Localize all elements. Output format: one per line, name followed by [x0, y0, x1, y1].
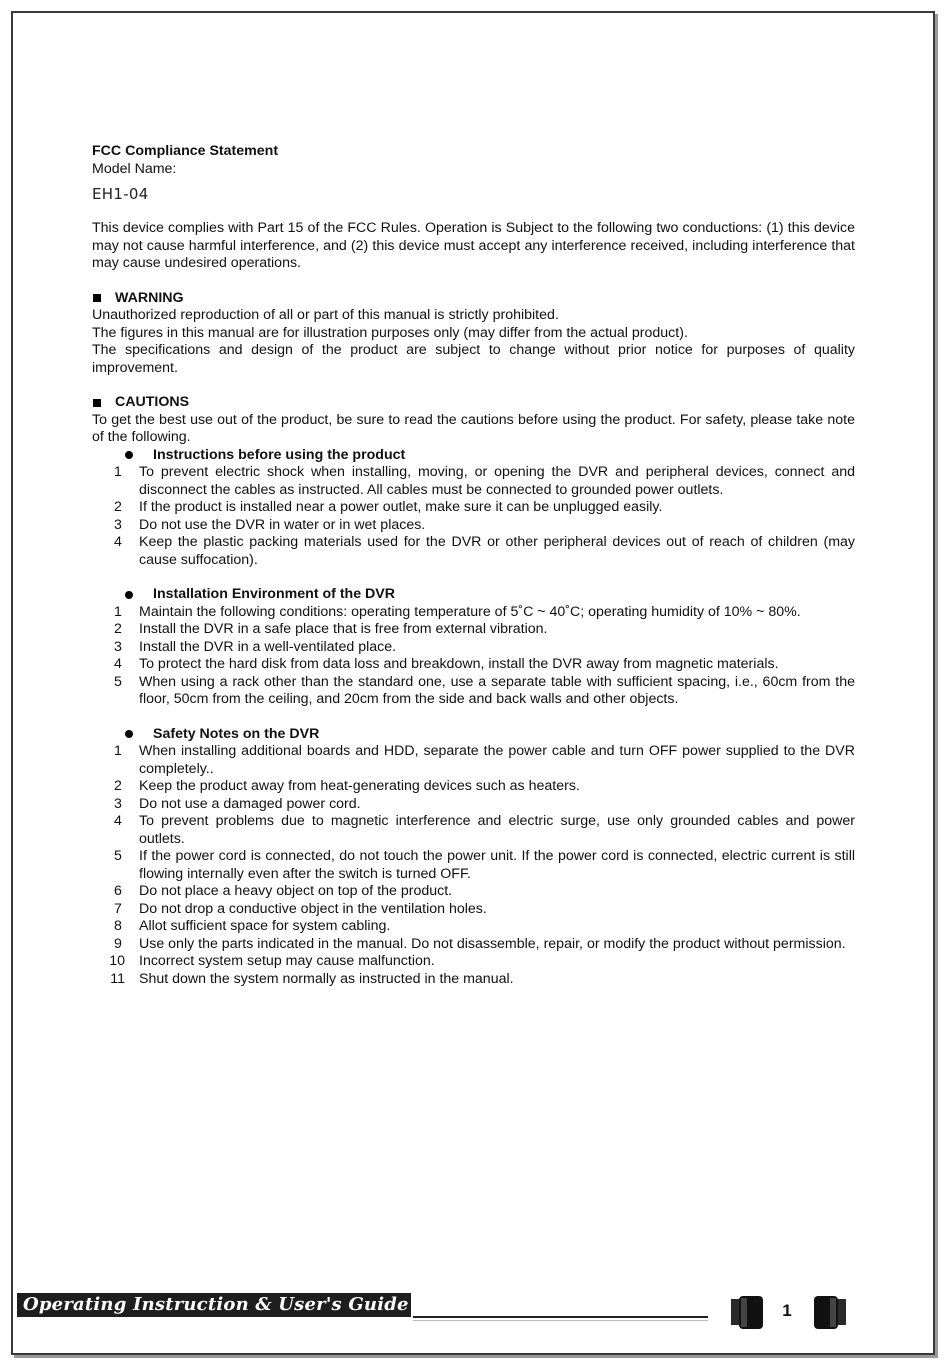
list-item-number: 6: [114, 883, 122, 899]
warning-line: The specifications and design of the product are subject to change without prior notice for purposes of quality improvement.: [92, 342, 855, 376]
cautions-intro: To get the best use out of the product, be sure to read the cautions before using the product. For safety, please take note of the following.: [92, 411, 855, 445]
square-bullet-icon: [93, 399, 101, 407]
group-heading-installation: [125, 586, 855, 604]
cautions-heading-label: CAUTIONS: [115, 394, 190, 410]
list-item-text: Allot sufficient space for system cabling.: [139, 918, 391, 934]
list-item: [92, 796, 855, 814]
list-item: [92, 883, 855, 901]
list-item-number: 3: [114, 638, 122, 655]
group-heading-label: Instructions before using the product: [153, 446, 406, 463]
list-item: [92, 778, 855, 796]
square-bullet-icon: [93, 294, 101, 302]
list-item-text: Install the DVR in a well-ventilated place.: [139, 638, 397, 655]
list-item: [92, 936, 855, 954]
round-bullet-icon: [125, 451, 133, 459]
warning-line: The figures in this manual are for illustration purposes only (may differ from the actual product).: [92, 324, 688, 341]
list-item-number: 8: [114, 918, 122, 934]
list-item-text: Install the DVR in a safe place that is free from external vibration.: [139, 621, 548, 637]
document-body: [92, 143, 855, 988]
cautions-heading: [92, 394, 855, 412]
list-item: [92, 639, 855, 657]
list-item-text: If the product is installed near a power outlet, make sure it can be unplugged easily.: [139, 499, 663, 515]
list-item-text: When using a rack other than the standard one, use a separate table with sufficient spacing, i.e., 60cm from the floor, 50cm from the ceiling, and 20cm from the side and back walls and other objects.: [139, 673, 855, 707]
list-item-number: 9: [114, 935, 122, 952]
list-item: [92, 656, 855, 674]
list-item-number: 5: [114, 848, 122, 864]
footer-rule: [413, 1316, 708, 1318]
instructions-list: [92, 464, 855, 569]
footer-banner: Operating Instruction & User's Guide: [17, 1293, 411, 1317]
fcc-intro-paragraph: This device complies with Part 15 of the FCC Rules. Operation is Subject to the following two conductions: (1) this device may not cause harmful interference, and (2) this device must accept any interference received, including interference that may cause undesired operations.: [92, 220, 855, 271]
list-item: [92, 971, 855, 989]
list-item: [92, 604, 855, 622]
safety-list: [92, 743, 855, 988]
list-item-text: Keep the plastic packing materials used for the DVR or other peripheral devices out of reach of children (may cause suffocation).: [139, 534, 855, 568]
list-item-number: 2: [114, 621, 122, 637]
list-item-text: Shut down the system normally as instructed in the manual.: [139, 970, 514, 987]
list-item-text: When installing additional boards and HDD, separate the power cable and turn OFF power supplied to the DVR completely..: [139, 743, 855, 777]
footer-rule-shadow: [413, 1320, 708, 1321]
group-heading-label: Safety Notes on the DVR: [153, 725, 320, 742]
list-item-text: If the power cord is connected, do not touch the power unit. If the power cord is connected, electric current is still flowing internally even after the switch is turned OFF.: [139, 848, 855, 882]
list-item: [92, 901, 855, 919]
list-item-text: To protect the hard disk from data loss and breakdown, install the DVR away from magnetic materials.: [139, 656, 779, 672]
list-item-text: Do not place a heavy object on top of the product.: [139, 883, 453, 899]
list-item: [92, 674, 855, 709]
list-item-number: 2: [114, 778, 122, 794]
page-number: 1: [782, 1301, 792, 1320]
list-item-number: 1: [114, 464, 122, 480]
model-label: Model Name:: [92, 160, 177, 177]
group-heading-label: Installation Environment of the DVR: [153, 586, 395, 602]
list-item: [92, 918, 855, 936]
list-item: [92, 534, 855, 569]
document-title: FCC Compliance Statement: [92, 143, 279, 159]
list-item: [92, 621, 855, 639]
list-item-number: 4: [114, 813, 122, 829]
installation-list: [92, 604, 855, 709]
round-bullet-icon: [125, 730, 133, 738]
list-item-number: 1: [114, 603, 122, 620]
list-item-number: 3: [114, 516, 122, 533]
round-bullet-icon: [125, 591, 133, 599]
model-value: EH1-04: [92, 185, 149, 203]
list-item: [92, 464, 855, 499]
list-item-number: 10: [109, 953, 125, 969]
list-item-text: To prevent electric shock when installing, moving, or opening the DVR and peripheral devices, connect and disconnect the cables as instructed. All cables must be connected to grounded power outlets.: [139, 464, 855, 498]
list-item-text: Keep the product away from heat-generating devices such as heaters.: [139, 778, 580, 794]
list-item: [92, 953, 855, 971]
group-heading-safety: [125, 726, 855, 744]
list-item-number: 3: [114, 795, 122, 812]
list-item-number: 11: [110, 970, 125, 987]
list-item: [92, 813, 855, 848]
page-tab-left-icon: [729, 1295, 765, 1331]
list-item-number: 4: [114, 656, 122, 672]
list-item-number: 2: [114, 499, 122, 515]
list-item-text: Do not use the DVR in water or in wet places.: [139, 516, 426, 533]
list-item: [92, 499, 855, 517]
list-item-text: Incorrect system setup may cause malfunction.: [139, 953, 435, 969]
list-item-number: 1: [114, 743, 122, 759]
list-item: [92, 848, 855, 883]
warning-heading: [92, 290, 855, 308]
list-item-text: Do not use a damaged power cord.: [139, 795, 361, 812]
list-item-text: Maintain the following conditions: operating temperature of 5˚C ~ 40˚C; operating humidity of 10% ~ 80%.: [139, 603, 801, 620]
list-item-number: 4: [114, 534, 122, 550]
list-item-text: Do not drop a conductive object in the ventilation holes.: [139, 900, 487, 917]
list-item: [92, 517, 855, 535]
list-item: [92, 743, 855, 778]
list-item-text: Use only the parts indicated in the manual. Do not disassemble, repair, or modify the product without permission.: [139, 935, 846, 952]
list-item-text: To prevent problems due to magnetic interference and electric surge, use only grounded cables and power outlets.: [139, 813, 855, 847]
list-item-number: 5: [114, 673, 122, 690]
warning-line: Unauthorized reproduction of all or part of this manual is strictly prohibited.: [92, 307, 559, 323]
list-item-number: 7: [114, 900, 122, 917]
page-tab-right-icon: [812, 1295, 848, 1331]
warning-heading-label: WARNING: [115, 289, 184, 306]
group-heading-instructions: [125, 447, 855, 465]
